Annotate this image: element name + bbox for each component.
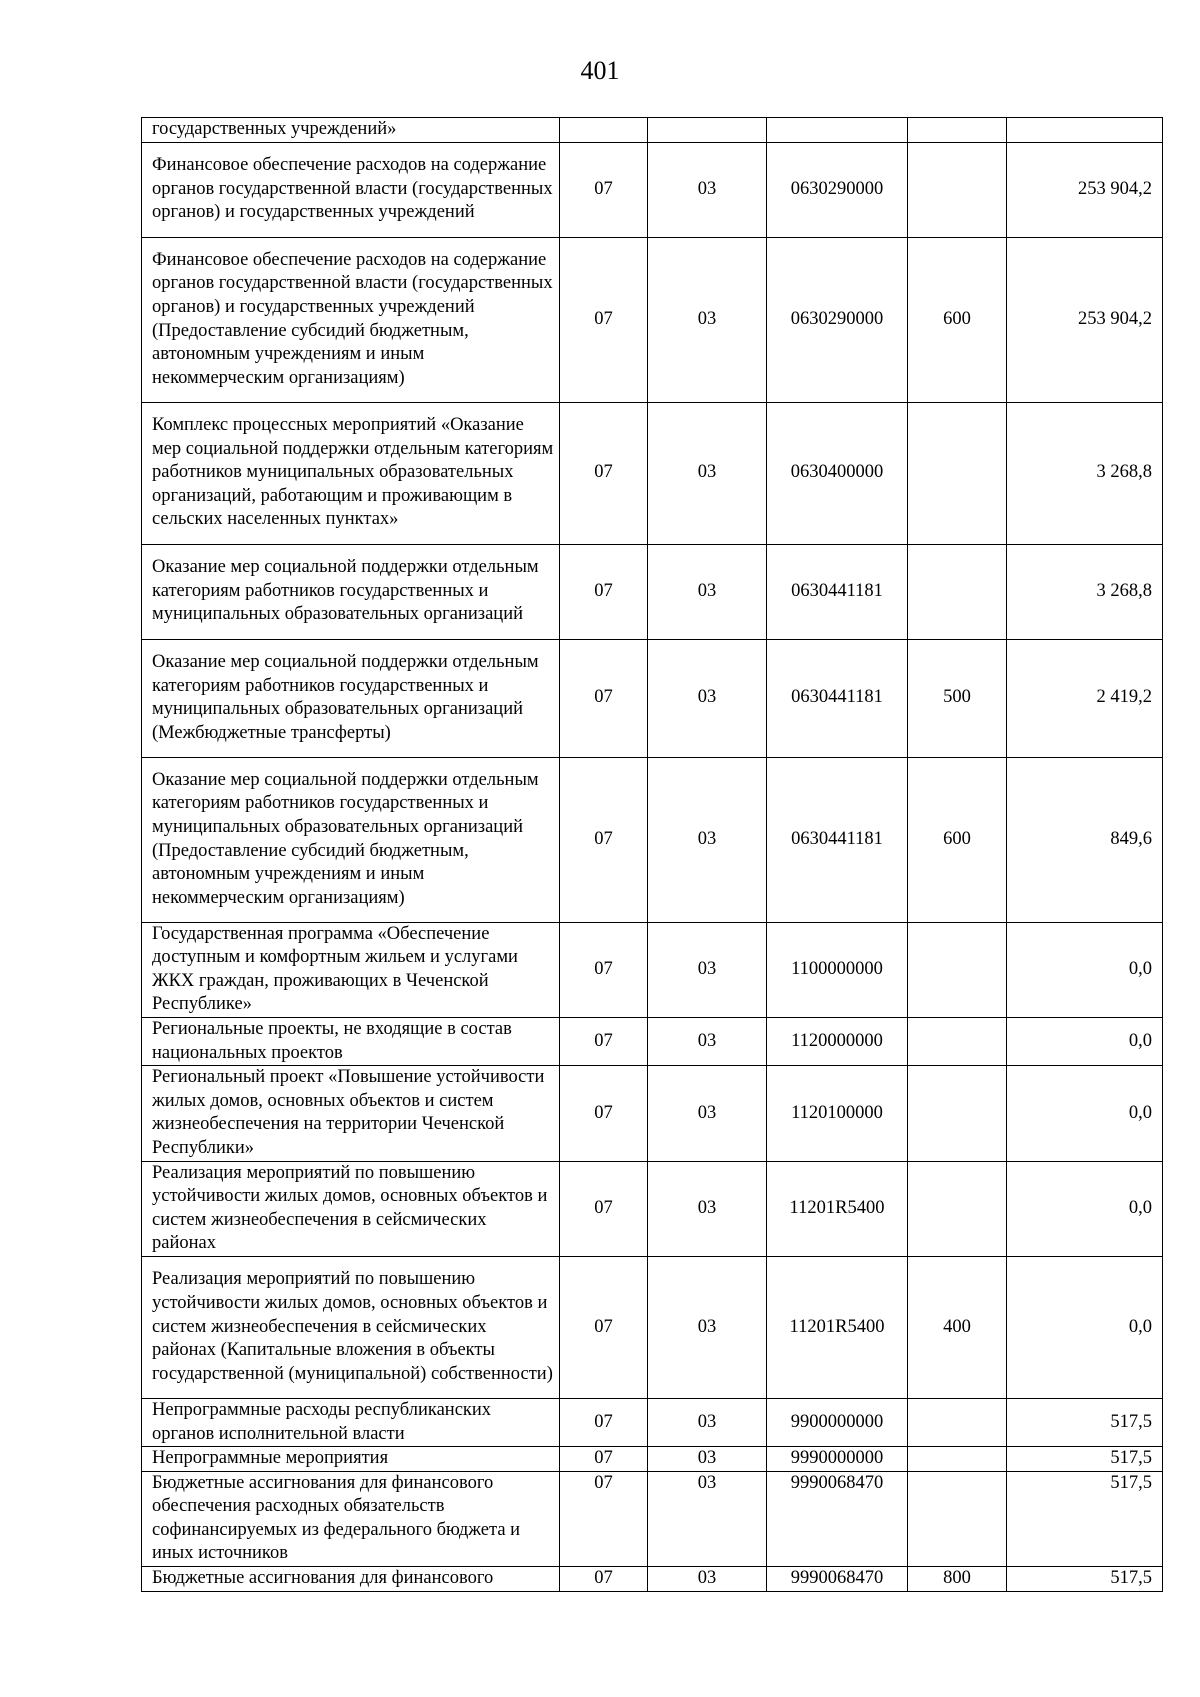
expense-name-cell: Непрограммные расходы республиканских органов исполнительной власти bbox=[142, 1398, 560, 1446]
table-row bbox=[142, 1161, 1163, 1256]
subsection-code-cell: 03 bbox=[648, 1398, 767, 1446]
target-article-cell: 0630290000 bbox=[767, 142, 908, 237]
expense-name-cell: Региональные проекты, не входящие в состав национальных проектов bbox=[142, 1017, 560, 1065]
table-row bbox=[142, 1447, 1163, 1472]
subsection-code-cell: 03 bbox=[648, 142, 767, 237]
expense-type-cell bbox=[908, 1161, 1007, 1256]
subsection-code-cell: 03 bbox=[648, 1447, 767, 1472]
expense-name-cell: Государственная программа «Обеспечение доступным и комфортным жильем и услугами ЖКХ граждан, проживающих в Чеченской Республике» bbox=[142, 922, 560, 1017]
amount-cell: 0,0 bbox=[1007, 922, 1163, 1017]
expense-type-cell bbox=[908, 1471, 1007, 1566]
expense-type-cell: 500 bbox=[908, 639, 1007, 757]
expense-type-cell bbox=[908, 1066, 1007, 1161]
expense-type-cell bbox=[908, 142, 1007, 237]
expense-name-cell: Комплекс процессных мероприятий «Оказание мер социальной поддержки отдельным категориям работников муниципальных образовательных организаций, работающим и проживающим в сельских населенных пунктах» bbox=[142, 402, 560, 544]
expense-name-cell: Финансовое обеспечение расходов на содержание органов государственной власти (государственных органов) и государственных учреждений bbox=[142, 142, 560, 237]
section-code-cell: 07 bbox=[560, 1066, 648, 1161]
subsection-code-cell: 03 bbox=[648, 1161, 767, 1256]
expense-name-cell: государственных учреждений» bbox=[142, 118, 560, 143]
section-code-cell: 07 bbox=[560, 402, 648, 544]
section-code-cell: 07 bbox=[560, 1017, 648, 1065]
section-code-cell: 07 bbox=[560, 544, 648, 639]
subsection-code-cell: 03 bbox=[648, 237, 767, 402]
expense-type-cell bbox=[908, 922, 1007, 1017]
expense-type-cell: 800 bbox=[908, 1567, 1007, 1592]
section-code-cell: 07 bbox=[560, 922, 648, 1017]
section-code-cell: 07 bbox=[560, 237, 648, 402]
amount-cell: 517,5 bbox=[1007, 1447, 1163, 1472]
target-article-cell: 1100000000 bbox=[767, 922, 908, 1017]
table-row bbox=[142, 1066, 1163, 1161]
amount-cell: 0,0 bbox=[1007, 1017, 1163, 1065]
subsection-code-cell: 03 bbox=[648, 1256, 767, 1398]
expense-name-cell: Финансовое обеспечение расходов на содержание органов государственной власти (государственных органов) и государственных учреждений (Предоставление субсидий бюджетным, автономным учреждениям и иным некоммерческим организациям) bbox=[142, 237, 560, 402]
table-row bbox=[142, 1398, 1163, 1446]
target-article-cell: 11201R5400 bbox=[767, 1256, 908, 1398]
expense-type-cell: 600 bbox=[908, 237, 1007, 402]
expense-type-cell bbox=[908, 1447, 1007, 1472]
table-row bbox=[142, 1567, 1163, 1592]
subsection-code-cell: 03 bbox=[648, 1017, 767, 1065]
expense-name-cell: Оказание мер социальной поддержки отдельным категориям работников государственных и муниципальных образовательных организаций (Межбюджетные трансферты) bbox=[142, 639, 560, 757]
expense-name-cell: Бюджетные ассигнования для финансового bbox=[142, 1567, 560, 1592]
target-article-cell bbox=[767, 118, 908, 143]
amount-cell: 0,0 bbox=[1007, 1066, 1163, 1161]
table-row bbox=[142, 544, 1163, 639]
amount-cell: 253 904,2 bbox=[1007, 142, 1163, 237]
table-row bbox=[142, 1256, 1163, 1398]
amount-cell: 0,0 bbox=[1007, 1161, 1163, 1256]
section-code-cell bbox=[560, 118, 648, 143]
amount-cell bbox=[1007, 118, 1163, 143]
section-code-cell: 07 bbox=[560, 1567, 648, 1592]
table-row bbox=[142, 402, 1163, 544]
amount-cell: 3 268,8 bbox=[1007, 544, 1163, 639]
target-article-cell: 0630441181 bbox=[767, 639, 908, 757]
section-code-cell: 07 bbox=[560, 639, 648, 757]
target-article-cell: 0630441181 bbox=[767, 544, 908, 639]
table-row bbox=[142, 118, 1163, 143]
subsection-code-cell bbox=[648, 118, 767, 143]
page-number: 401 bbox=[580, 56, 620, 85]
subsection-code-cell: 03 bbox=[648, 1066, 767, 1161]
target-article-cell: 0630290000 bbox=[767, 237, 908, 402]
subsection-code-cell: 03 bbox=[648, 544, 767, 639]
expense-type-cell bbox=[908, 118, 1007, 143]
target-article-cell: 1120000000 bbox=[767, 1017, 908, 1065]
expense-name-cell: Оказание мер социальной поддержки отдельным категориям работников государственных и муниципальных образовательных организаций bbox=[142, 544, 560, 639]
subsection-code-cell: 03 bbox=[648, 1567, 767, 1592]
target-article-cell: 9900000000 bbox=[767, 1398, 908, 1446]
subsection-code-cell: 03 bbox=[648, 402, 767, 544]
section-code-cell: 07 bbox=[560, 1447, 648, 1472]
expense-type-cell: 600 bbox=[908, 757, 1007, 922]
table-row bbox=[142, 922, 1163, 1017]
expense-type-cell bbox=[908, 544, 1007, 639]
expense-name-cell: Непрограммные мероприятия bbox=[142, 1447, 560, 1472]
target-article-cell: 1120100000 bbox=[767, 1066, 908, 1161]
table-row bbox=[142, 1017, 1163, 1065]
subsection-code-cell: 03 bbox=[648, 757, 767, 922]
subsection-code-cell: 03 bbox=[648, 639, 767, 757]
amount-cell: 2 419,2 bbox=[1007, 639, 1163, 757]
expense-name-cell: Реализация мероприятий по повышению устойчивости жилых домов, основных объектов и систем жизнеобеспечения в сейсмических районах (Капитальные вложения в объекты государственной (муниципальной) собственности) bbox=[142, 1256, 560, 1398]
amount-cell: 517,5 bbox=[1007, 1471, 1163, 1566]
amount-cell: 3 268,8 bbox=[1007, 402, 1163, 544]
subsection-code-cell: 03 bbox=[648, 1471, 767, 1566]
target-article-cell: 9990000000 bbox=[767, 1447, 908, 1472]
expense-type-cell bbox=[908, 1017, 1007, 1065]
target-article-cell: 0630441181 bbox=[767, 757, 908, 922]
section-code-cell: 07 bbox=[560, 1161, 648, 1256]
target-article-cell: 9990068470 bbox=[767, 1471, 908, 1566]
target-article-cell: 0630400000 bbox=[767, 402, 908, 544]
amount-cell: 517,5 bbox=[1007, 1567, 1163, 1592]
section-code-cell: 07 bbox=[560, 1256, 648, 1398]
subsection-code-cell: 03 bbox=[648, 922, 767, 1017]
section-code-cell: 07 bbox=[560, 142, 648, 237]
amount-cell: 517,5 bbox=[1007, 1398, 1163, 1446]
expense-name-cell: Бюджетные ассигнования для финансового обеспечения расходных обязательств софинансируемых из федерального бюджета и иных источников bbox=[142, 1471, 560, 1566]
amount-cell: 849,6 bbox=[1007, 757, 1163, 922]
table-row bbox=[142, 639, 1163, 757]
amount-cell: 0,0 bbox=[1007, 1256, 1163, 1398]
expense-type-cell bbox=[908, 402, 1007, 544]
expense-name-cell: Оказание мер социальной поддержки отдельным категориям работников государственных и муниципальных образовательных организаций (Предоставление субсидий бюджетным, автономным учреждениям и иным некоммерческим организациям) bbox=[142, 757, 560, 922]
section-code-cell: 07 bbox=[560, 1398, 648, 1446]
target-article-cell: 11201R5400 bbox=[767, 1161, 908, 1256]
target-article-cell: 9990068470 bbox=[767, 1567, 908, 1592]
table-row bbox=[142, 142, 1163, 237]
expense-type-cell: 400 bbox=[908, 1256, 1007, 1398]
section-code-cell: 07 bbox=[560, 1471, 648, 1566]
section-code-cell: 07 bbox=[560, 757, 648, 922]
table-row bbox=[142, 237, 1163, 402]
expense-name-cell: Реализация мероприятий по повышению устойчивости жилых домов, основных объектов и систем жизнеобеспечения в сейсмических районах bbox=[142, 1161, 560, 1256]
table-row bbox=[142, 1471, 1163, 1566]
expense-name-cell: Региональный проект «Повышение устойчивости жилых домов, основных объектов и систем жизнеобеспечения на территории Чеченской Республики» bbox=[142, 1066, 560, 1161]
budget-table-body bbox=[142, 118, 1163, 1592]
amount-cell: 253 904,2 bbox=[1007, 237, 1163, 402]
expense-type-cell bbox=[908, 1398, 1007, 1446]
table-row bbox=[142, 757, 1163, 922]
budget-table bbox=[141, 117, 1163, 1592]
